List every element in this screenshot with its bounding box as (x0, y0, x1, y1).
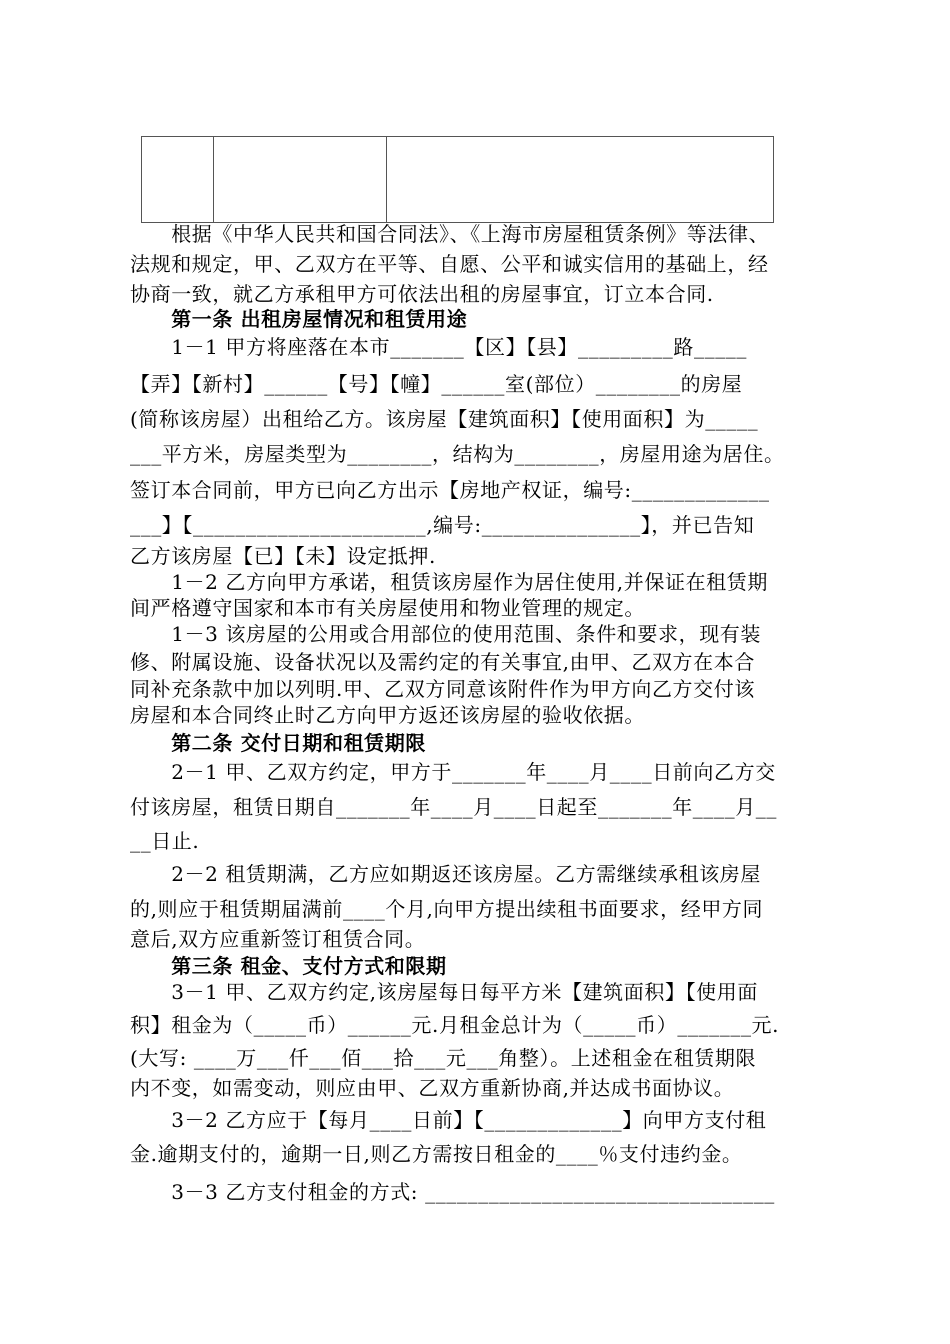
clause-3-2-line: 金.逾期支付的，逾期一日,则乙方需按日租金的____％支付违约金。 (130, 1142, 743, 1166)
header-table-cell (214, 137, 387, 223)
header-table-cell (387, 137, 774, 223)
clause-1-3-line: 修、附属设施、设备状况以及需约定的有关事宜,由甲、乙双方在本合 (130, 650, 755, 674)
clause-1-1-line: 签订本合同前，甲方已向乙方出示【房地产权证，编号:_____________ (130, 478, 770, 502)
preamble-line: 法规和规定，甲、乙双方在平等、自愿、公平和诚实信用的基础上，经 (130, 252, 769, 276)
clause-3-1-line: 内不变，如需变动，则应由甲、乙双方重新协商,并达成书面协议。 (130, 1076, 735, 1100)
article-2-heading: 第二条 交付日期和租赁期限 (130, 731, 426, 755)
clause-1-2-line: 1－2 乙方向甲方承诺，租赁该房屋作为居住使用,并保证在租赁期 (130, 570, 768, 594)
article-1-heading: 第一条 出租房屋情况和租赁用途 (130, 307, 468, 331)
clause-3-3-line: 3－3 乙方支付租金的方式: _________________________________ (130, 1180, 775, 1204)
clause-3-1-line: 3－1 甲、乙双方约定,该房屋每日每平方米【建筑面积】【使用面 (130, 980, 758, 1004)
clause-1-1-line: 【弄】【新村】______【号】【幢】______室(部位）________的房屋 (130, 372, 743, 396)
article-3-heading: 第三条 租金、支付方式和限期 (130, 954, 447, 978)
clause-1-1-line: ___】【______________________,编号:_______________】，并已告知 (130, 513, 755, 537)
preamble-line: 根据《中华人民共和国合同法》、《上海市房屋租赁条例》等法律、 (130, 222, 770, 246)
preamble-line: 协商一致，就乙方承租甲方可依法出租的房屋事宜，订立本合同. (130, 282, 714, 306)
clause-2-2-line: 意后,双方应重新签订租赁合同。 (130, 927, 426, 951)
clause-1-3-line: 1－3 该房屋的公用或合用部位的使用范围、条件和要求，现有装 (130, 622, 762, 646)
clause-1-1-line: 乙方该房屋【已】【未】设定抵押. (130, 544, 436, 568)
clause-2-2-line: 的,则应于租赁期届满前____个月,向甲方提出续租书面要求，经甲方同 (130, 897, 764, 921)
clause-1-3-line: 房屋和本合同终止时乙方向甲方返还该房屋的验收依据。 (130, 703, 645, 727)
clause-1-3-line: 同补充条款中加以列明.甲、乙双方同意该附件作为甲方向乙方交付该 (130, 677, 755, 701)
header-table-cell (142, 137, 214, 223)
clause-1-1-line: 1－1 甲方将座落在本市_______【区】【县】_________路_____ (130, 335, 748, 359)
clause-2-2-line: 2－2 租赁期满，乙方应如期返还该房屋。乙方需继续承租该房屋 (130, 862, 762, 886)
clause-2-1-line: 2－1 甲、乙双方约定，甲方于_______年____月____日前向乙方交 (130, 760, 776, 784)
clause-2-1-line: 付该房屋，租赁日期自_______年____月____日起至_______年____月__ (130, 795, 777, 819)
clause-3-2-line: 3－2 乙方应于【每月____日前】【_____________】向甲方支付租 (130, 1108, 767, 1132)
clause-2-1-line: __日止. (130, 829, 200, 853)
clause-1-2-line: 间严格遵守国家和本市有关房屋使用和物业管理的规定。 (130, 596, 645, 620)
clause-3-1-line: 积】租金为（_____币）______元.月租金总计为（_____币）_______元. (130, 1013, 780, 1037)
clause-1-1-line: ___平方米，房屋类型为________，结构为________，房屋用途为居住。 (130, 442, 785, 466)
clause-1-1-line: (简称该房屋）出租给乙方。该房屋【建筑面积】【使用面积】为_____ (130, 407, 759, 431)
clause-3-1-line: (大写: ____万___仟___佰___拾___元___角整）。上述租金在租赁期限 (130, 1046, 757, 1070)
header-table (141, 136, 774, 223)
